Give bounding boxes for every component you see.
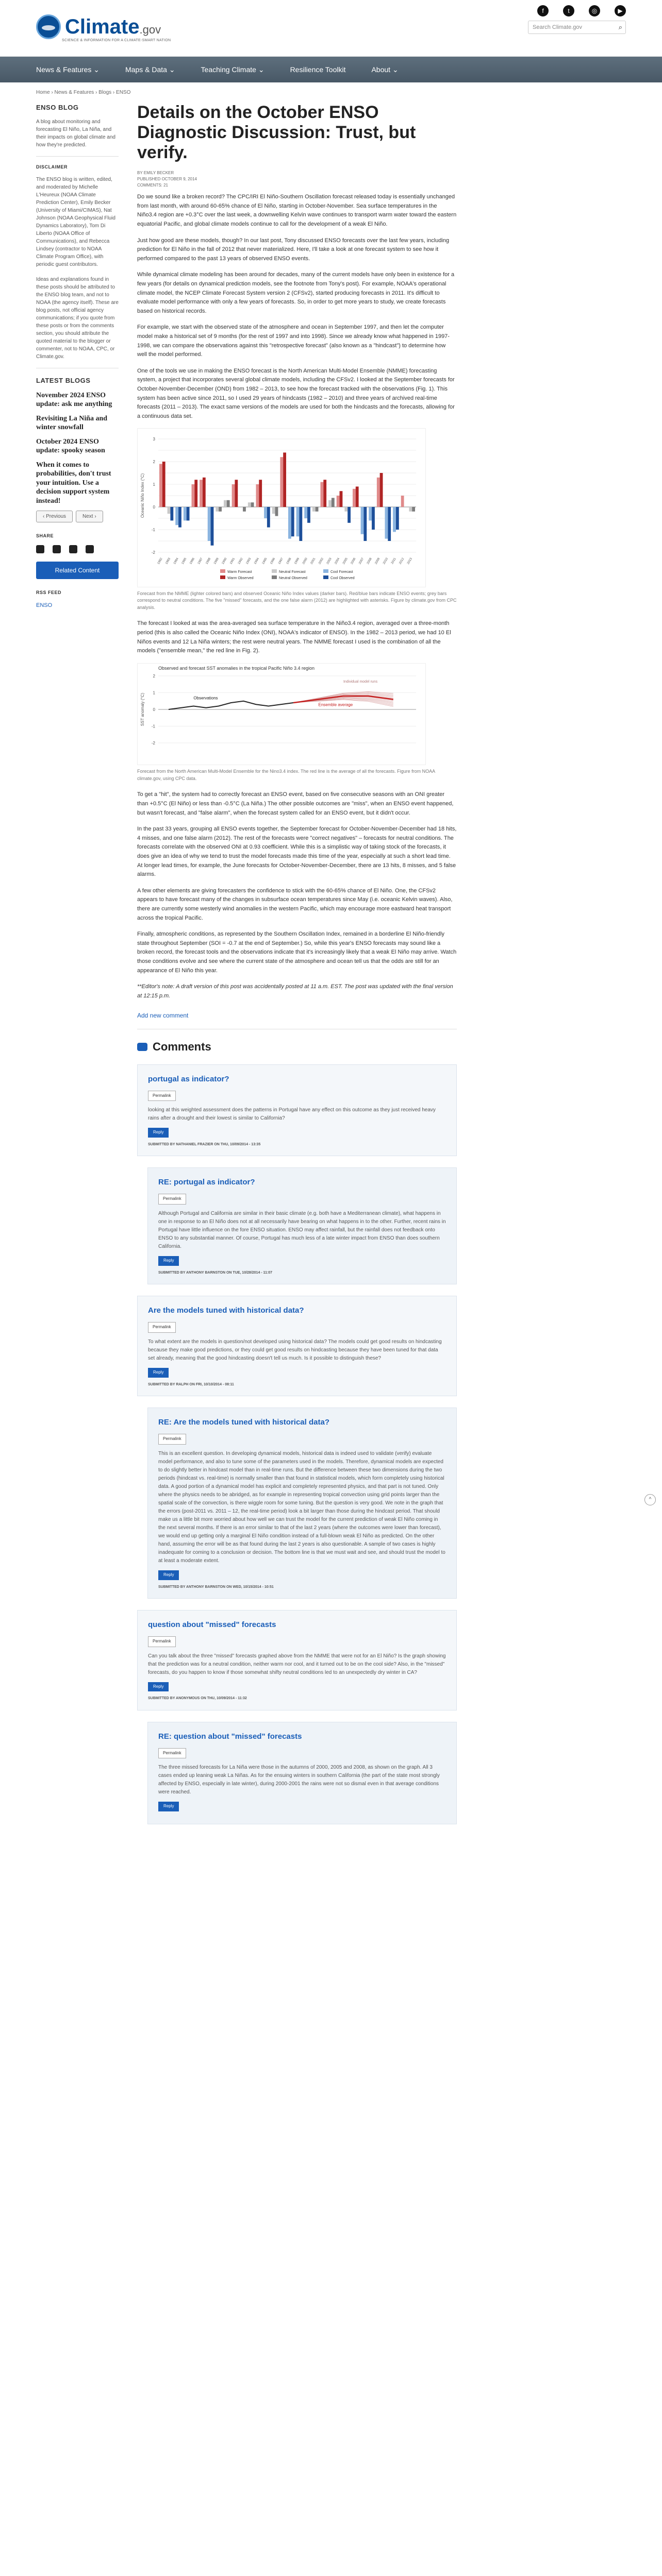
observed-bar [388, 507, 391, 541]
comment-title[interactable]: RE: question about "missed" forecasts [158, 1732, 302, 1741]
x-tick-label: 2006 [350, 557, 357, 565]
observed-bar [340, 492, 343, 507]
share-email-icon[interactable] [69, 545, 77, 553]
legend-label: Neutral Forecast [279, 570, 306, 574]
article [137, 103, 457, 1836]
forecast-bar [192, 484, 195, 507]
forecast-bar [337, 496, 340, 507]
nav-teaching[interactable]: Teaching Climate ⌄ [201, 65, 264, 74]
legend-label: Neutral Observed [279, 577, 307, 581]
article-paragraph: To get a "hit", the system had to correctly forecast an ENSO event, based on five consecutive seasons with an ONI greater than +0.5°C (El Niño) or less than -0.5°C (La Niña.) The other possible outcomes are "miss", when an ENSO event happened, but wasn't forecast, and "false alarm", when the forecast system called for an ENSO event, but it didn't occur. [137, 791, 454, 816]
observed-bar [380, 473, 383, 507]
x-tick-label: 1984 [173, 557, 179, 565]
comment-bubble-icon [137, 1043, 147, 1051]
forecast-bar [401, 496, 404, 507]
observed-bar [203, 478, 206, 507]
forecast-bar [328, 500, 332, 507]
x-tick-label: 2000 [302, 557, 308, 565]
x-tick-label: 2010 [383, 557, 389, 565]
latest-heading: LATEST BLOGS [36, 377, 91, 384]
comment-body: looking at this weighted assessment does the patterns in Portugal have any effect on this outcome as they just received heavy rains after a drought and their lowest is similar to California? [148, 1107, 436, 1122]
x-tick-label: 2011 [391, 557, 397, 565]
comment-byline: SUBMITTED BY NATHANIEL FRAZIER ON THU, 10/09/2014 - 13:35 [148, 1143, 261, 1147]
forecast-bar [312, 507, 316, 512]
y-tick-label: 3 [153, 437, 155, 442]
comment-title[interactable]: question about "missed" forecasts [148, 1620, 276, 1629]
x-tick-label: 1983 [165, 557, 172, 565]
y-tick-label: 1 [153, 690, 155, 696]
article-paragraph: Just how good are these models, though? In our last post, Tony discussed ENSO forecasts over the last few years, including prediction for El Niño in the fall of 2012 that never materialized. Here, I'll take a look at one forecast system to see how it performed compared to the past 13 years of observed ENSO events. [137, 237, 450, 262]
y-tick-label: 1 [153, 482, 155, 487]
article-meta [137, 170, 457, 189]
comment [137, 1296, 457, 1396]
forecast-bar [353, 489, 356, 507]
observed-bar [299, 507, 302, 541]
forecast-bar [409, 507, 412, 512]
scroll-to-top-icon[interactable]: ^ [644, 1494, 656, 1505]
article-paragraph: Do we sound like a broken record? The CPC/IRI El Niño-Southern Oscillation forecast released today is essentially unchanged from last month, with around 60-65% chance of El Niño, starting in October-November. Sea surface temperatures in the Niño3.4 region are +0.3°C over the last week, a downwelling Kelvin wave continues to transport warm water toward the eastern equatorial Pacific, and global climate models continue to call for the development of a weak El Niño. [137, 194, 457, 228]
x-tick-label: 2009 [374, 557, 381, 565]
latest-blog-link[interactable]: October 2024 ENSO update: spooky season [36, 437, 105, 454]
observed-bar [323, 480, 326, 507]
observed-bar [363, 507, 367, 541]
observed-bar [347, 507, 351, 523]
x-tick-label: 1998 [286, 557, 292, 565]
forecast-bar [256, 484, 259, 507]
chart-title: Observed and forecast SST anomalies in the tropical Pacific Niño 3.4 region [158, 665, 315, 671]
facebook-icon[interactable]: f [537, 5, 549, 16]
x-tick-label: 1996 [270, 557, 276, 565]
sidebar-heading: ENSO BLOG [36, 104, 79, 111]
observed-bar [267, 507, 270, 528]
observed-bar [283, 453, 286, 507]
figure-2-caption: Forecast from the North American Multi-Model Ensemble for the Nino3.4 index. The red line is the average of all the forecasts. Figure from NOAA climate.gov, using CPC data. [137, 769, 435, 781]
comment [137, 1064, 457, 1157]
article-paragraph: In the past 33 years, grouping all ENSO events together, the September forecast for October-November-December had 18 hits, 4 misses, and one false alarm (2012). The rest of the forecasts were "correct negatives" – forecasts for neutral conditions. The forecasts correlate with the observed ONI at 0.93 coefficient. While this is a simplistic way of taking stock of the forecasts, it does give an idea of why we tend to trust the model forecasts made this time of the year, especially at such a short lead time. At longer lead times, for example, the June forecasts for October-November-December, there are 13 hits, 8 misses, and 5 false alarms. [137, 826, 457, 878]
comment-reply [147, 1167, 457, 1284]
observed-bar [316, 507, 319, 512]
x-tick-label: 2005 [342, 557, 349, 565]
observed-bar [219, 507, 222, 512]
reply-button[interactable]: Reply [158, 1256, 179, 1266]
site-header [0, 0, 662, 57]
x-tick-label: 1988 [205, 557, 212, 565]
observed-bar [412, 507, 415, 512]
figure-1-bar-chart [137, 428, 426, 587]
comment-title[interactable]: portugal as indicator? [148, 1074, 229, 1083]
observed-bar [162, 462, 166, 507]
search-icon[interactable]: ⌕ [618, 23, 622, 31]
author: BY EMILY BECKER [137, 171, 174, 176]
y-tick-label: 0 [153, 707, 155, 712]
latest-blog-link[interactable]: November 2024 ENSO update: ask me anything [36, 391, 112, 408]
social-links [537, 5, 626, 16]
x-tick-label: 2013 [407, 557, 413, 565]
x-tick-label: 1995 [261, 557, 268, 565]
legend-label: Cool Forecast [330, 570, 353, 574]
comment-body: The three missed forecasts for La Niña were those in the autumns of 2000, 2005 and 2008, as shown on the graph. All 3 cases ended up leaning weak La Niñas. As for the ensuing winters in southern California (the part of the state most strongly affected by ENSO, especially in late winter), during 2000-2001 the rains were not so dismal even in that average conditions were reached. [158, 1765, 440, 1795]
x-tick-label: 2008 [366, 557, 373, 565]
observed-bar [396, 507, 399, 530]
observed-bar [178, 507, 181, 528]
article-paragraph: A few other elements are giving forecasters the confidence to stick with the 60-65% chance of El Niño. One, the CFSv2 appears to have forecast many of the changes in subsurface ocean temperatures since May (i.e. oceanic Kelvin waves). Also, there are currently some westerly wind anomalies in the western Pacific, which may encourage more eastward heat transport across the tropical Pacific. [137, 887, 453, 921]
forecast-bar [344, 507, 347, 512]
logo-text: Climate.gov [65, 15, 161, 38]
logo-tagline: SCIENCE & INFORMATION FOR A CLIMATE-SMART NATION [62, 39, 171, 42]
comment-body: This is an excellent question. In developing dynamical models, historical data is indeed used to validate (verify) evaluate model performance, and also to tune some of the parameters used in the models. Therefore, dynamical models are expected to do slightly better in hindcast model than in real-time runs. But the difference between these two dimensions during the two periods (hindcast vs. real-time) is normally smaller than that found in statistical models, which form completely using historical data. A good portion of a dynamical model has explicit and completely represented physics, and that part is not tuned. Only where the physics needs to be abridged, as for example in representing tropical convection using grid points larger than the spatial scale of the convection, is there wiggle room for some tuning. But the question is very good. We note in the graph that the errors (post-2011 vs. 2011 – 12, the real-time period) look a bit larger than those during the hindcast period. That should make us a little bit more worried about how well we can trust the model for the current prediction of weak El Niño coming in the next several months. If there is an error similar to that of the last 2 years (where the outcomes were lower than forecast), we would end up getting only a marginal El Niño condition instead of a full-blown weak El Niño as predicted. On the other hand, assuming the error will be as that found during the last 2 years is also questionable. A sample of two cases is highly inadequate for coming to a conclusion or decision. The bottom line is that we must wait and see, and should trust the model to at least a moderate extent. [158, 1450, 445, 1564]
x-tick-label: 2007 [358, 557, 365, 565]
forecast-bar [184, 507, 187, 520]
observed-bar [251, 503, 254, 507]
nav-news[interactable]: News & Features ⌄ [36, 65, 100, 74]
legend-swatch [272, 575, 277, 579]
y-tick-label: -1 [151, 724, 155, 729]
nav-resilience[interactable]: Resilience Toolkit [290, 65, 346, 74]
share-heading: SHARE [36, 533, 54, 538]
legend-label: Cool Observed [330, 577, 355, 581]
observations-label: Observations [193, 696, 218, 701]
x-tick-label: 1994 [254, 557, 260, 565]
forecast-bar [296, 507, 300, 536]
oni-forecast-chart [138, 429, 426, 583]
article-paragraph: While dynamical climate modeling has been around for decades, many of the current models have only been in existence for a few years (for details on dynamical prediction models, see the footnote from Tony's post). For example, NOAA's operational climate model, the NCEP Climate Forecast System version 2 (CFSv2), started producing forecasts in 2011. It's difficult to evaluate model performance with only a few years of forecasts. So, in order to get more years to study, we create forecasts based on historical records. [137, 272, 455, 314]
noaa-globe-icon [36, 14, 61, 39]
reply-button[interactable]: Reply [148, 1128, 169, 1138]
observed-bar [332, 498, 335, 507]
observed-bar [307, 507, 310, 523]
observed-bar [235, 480, 238, 507]
x-tick-label: 1986 [189, 557, 196, 565]
twitter-icon[interactable]: t [563, 5, 574, 16]
share-icons [36, 545, 119, 553]
forecast-bar [168, 507, 171, 514]
permalink-button[interactable]: Permalink [158, 1194, 186, 1205]
forecast-bar [321, 482, 324, 507]
comment-title[interactable]: RE: portugal as indicator? [158, 1178, 255, 1187]
comment-title[interactable]: RE: Are the models tuned with historical data? [158, 1418, 329, 1427]
permalink-button[interactable]: Permalink [148, 1636, 176, 1647]
add-comment-link[interactable]: Add new comment [137, 1011, 457, 1029]
x-tick-label: 1982 [157, 557, 163, 565]
observed-bar [194, 480, 197, 507]
y-tick-label: -1 [151, 528, 155, 533]
comment-byline: SUBMITTED BY ANONYMOUS ON THU, 10/09/2014 - 11:32 [148, 1697, 247, 1701]
instagram-icon[interactable]: ◎ [589, 5, 600, 16]
forecast-bar [232, 484, 235, 507]
figure-2-line-chart [137, 663, 426, 766]
forecast-bar [377, 478, 380, 507]
comment-reply [147, 1722, 457, 1825]
comment-title[interactable]: Are the models tuned with historical data? [148, 1306, 304, 1315]
x-tick-label: 1997 [278, 557, 284, 565]
x-tick-label: 1991 [229, 557, 236, 565]
permalink-button[interactable]: Permalink [158, 1434, 186, 1445]
comment [137, 1610, 457, 1710]
legend-swatch [323, 575, 328, 579]
observed-bar [372, 507, 375, 530]
forecast-bar [288, 507, 291, 539]
latest-blog-link[interactable]: Revisiting La Niña and winter snowfall [36, 414, 108, 431]
forecast-bar [216, 507, 219, 512]
article-paragraph: Finally, atmospheric conditions, as represented by the Southern Oscillation Index, remained in a borderline El Niño-friendly state throughout September (SOI = -0.7 at the end of September.) So, while this year's ENSO forecasts may sound like a broken record, the forecast tools and the observations indicate that it's increasingly likely that a weak El Niño may arrive. Watch those conditions evolve and see where the current state of the atmosphere and ocean tell us that the odds are still for an appearance of El Niño this year. [137, 931, 457, 974]
youtube-icon[interactable]: ▶ [615, 5, 626, 16]
article-paragraph: For example, we start with the observed state of the atmosphere and ocean in September 1997, and then let the computer model make a historical set of 9 months (for the rest of 1997 and into 1998). Since we already know what happened in 1997-1998, we can compare the observations against this "retrospective forecast" (also known as a "hindcast") to determine how well the model performed. [137, 324, 450, 358]
search-input[interactable]: Search Climate.gov ⌕ [528, 21, 626, 34]
legend-label: Warm Forecast [227, 570, 252, 574]
forecast-bar [280, 457, 283, 507]
x-tick-label: 1990 [221, 557, 228, 565]
observed-bar [259, 480, 262, 507]
article-paragraph: The forecast I looked at was the area-averaged sea surface temperature in the Niño3.4 region, averaged over a three-month period (this is also called the Oceanic Niño Index (ONI), NOAA's indicator of ENSO). In the 1982 – 2013 period, we had 10 El Niños events and 12 La Niña winters; the rest were neutral years. The NMME forecast I used is the combination of all the models ("ensemble mean," the red line in Fig. 2). [137, 620, 451, 654]
print-icon[interactable] [86, 545, 94, 553]
observed-bar [187, 507, 190, 520]
x-tick-label: 1993 [245, 557, 252, 565]
forecast-bar [264, 507, 267, 518]
comments-list [137, 1064, 457, 1825]
comment-body: Can you talk about the three "missed" forecasts graphed above from the NMME that were not for an El Niño? Is the graph showing that the prediction was for a neutral condition, neither warm nor cool, and it turned out to be on the cool side? Also, in the "missed" forecasts, do you happen to know if those somewhat shifty neutral conditions led to an unexpectedly dry winter in CA? [148, 1653, 446, 1675]
forecast-bar [159, 464, 162, 507]
forecast-bar [248, 503, 251, 507]
latest-blog-link[interactable]: When it comes to probabilities, don't trust your intuition. Use a decision support system instead! [36, 461, 111, 505]
observed-bar [211, 507, 214, 546]
x-tick-label: 1992 [237, 557, 244, 565]
reply-button[interactable]: Reply [148, 1682, 169, 1692]
comment-byline: SUBMITTED BY ANTHONY BARNSTON ON WED, 10/15/2014 - 10:51 [158, 1585, 274, 1589]
comment-body: To what extent are the models in question/not developed using historical data? The models could get good results on hindcasting because they make good predictions, or they could get good results on hindcasting because they have been tuned for that data set already, meaning that the good hindcasting doesn't tell us much. Is it possible to distinguish these? [148, 1339, 442, 1362]
sidebar-intro: A blog about monitoring and forecasting El Niño, La Niña, and their impacts on global climate and how they're predicted. [36, 118, 115, 148]
observed-bar [275, 507, 278, 516]
share-facebook-icon[interactable] [36, 545, 44, 553]
nav-maps[interactable]: Maps & Data ⌄ [125, 65, 175, 74]
observed-bar [227, 500, 230, 507]
share-twitter-icon[interactable] [53, 545, 61, 553]
observed-bar [170, 507, 173, 520]
y-axis-label: SST anomaly (°C) [140, 692, 145, 726]
x-tick-label: 1989 [213, 557, 220, 565]
x-tick-label: 2012 [399, 557, 405, 565]
y-tick-label: -2 [151, 740, 155, 745]
comments-heading: Comments [137, 1038, 457, 1056]
observed-bar [356, 487, 359, 507]
disclaimer-text: The ENSO blog is written, edited, and moderated by Michelle L'Heureux (NOAA Climate Prediction Center), Emily Becker (University of Miami/CIMAS), Nat Johnson (NOAA Geophysical Fluid Dynamics Laboratory), Tom Di Liberto (NOAA Office of Communications), and Rebecca Lindsey (contractor to NOAA Climate Program Office), with periodic guest contributors. [36, 177, 115, 267]
permalink-button[interactable]: Permalink [158, 1748, 186, 1759]
published-date: PUBLISHED OCTOBER 9, 2014 [137, 177, 197, 182]
forecast-bar [200, 480, 203, 507]
y-tick-label: 2 [153, 673, 155, 679]
forecast-bar [272, 507, 275, 514]
reply-button[interactable]: Reply [158, 1570, 179, 1580]
comment-byline: SUBMITTED BY RALPH ON FRI, 10/10/2014 - 08:11 [148, 1382, 234, 1386]
forecast-bar [393, 507, 396, 532]
reply-button[interactable]: Reply [148, 1368, 169, 1378]
forecast-bar [369, 507, 372, 520]
article-paragraph: One of the tools we use in making the ENSO forecast is the North American Multi-Model Ensemble (NMME) forecasting system, a project that incorporates several global climate models, including the CFSv2. I looked at the September forecasts for October-November-December (OND) from 1982 – 2013, to see how the forecast tracked with the observations (Fig. 1). This system has been active since 2011, so I used 29 years of hindcasts (1982 – 2010) and three years of archived real-time forecasts (2011 – 2013). The exact same versions of the models are used for both the hindcasts and the forecasts, allowing for a continuous data set. [137, 367, 455, 419]
comments-count[interactable]: COMMENTS: 21 [137, 183, 169, 188]
rss-link[interactable]: ENSO [36, 602, 53, 608]
article-title: Details on the October ENSO Diagnostic Discussion: Trust, but verify. [137, 103, 416, 163]
comment-byline: SUBMITTED BY ANTHONY BARNSTON ON TUE, 10/28/2014 - 11:07 [158, 1271, 273, 1275]
observed-bar [243, 507, 246, 512]
legend-swatch [220, 569, 225, 573]
observed-bar [291, 507, 294, 536]
y-tick-label: 0 [153, 505, 155, 510]
next-button[interactable]: Next › [76, 511, 103, 522]
x-tick-label: 2001 [310, 557, 317, 565]
previous-button[interactable]: ‹ Previous [36, 511, 73, 522]
legend-swatch [272, 569, 277, 573]
comment-reply [147, 1408, 457, 1599]
figure-1-caption: Forecast from the NMME (lighter colored bars) and observed Oceanic Niño Index values (darker bars). Red/blue bars indicate ENSO events; grey bars correspond to neutral conditions. The five "missed" forecasts, and the one false alarm (2012) are highlighted with asterisks. Figure by climate.gov from CPC analysis. [137, 590, 457, 610]
disclaimer-heading: DISCLAIMER [36, 164, 68, 170]
x-tick-label: 2003 [326, 557, 333, 565]
comment-body: Although Portugal and California are similar in their basic climate (e.g. both have a Mediterranean climate), what happens in one in response to an El Niño does not at all necessarily have bearing on what happens in to the other. Further, recent rains in Portugal have little influence on the fore ENSO situation. ENSO may affect rainfall, but the rainfall does not feedback onto ENSO to any substantial manner. Of course, Portugal has much less of a late winter impact from ENSO than does southern California. [158, 1211, 446, 1250]
rss-heading: RSS FEED [36, 589, 62, 595]
editor-note: **Editor's note: A draft version of this post was accidentally posted at 11 a.m. EST. The post was updated with the final version at 12:15 p.m. [137, 984, 453, 999]
related-content-button[interactable]: Related Content [36, 562, 119, 579]
forecast-bar [208, 507, 211, 541]
forecast-bar [361, 507, 364, 534]
ensemble-label: Ensemble average [318, 702, 353, 707]
nav-about[interactable]: About ⌄ [371, 65, 399, 74]
x-tick-label: 1987 [197, 557, 204, 565]
permalink-button[interactable]: Permalink [148, 1322, 176, 1333]
forecast-bar [224, 500, 227, 507]
forecast-bar [175, 507, 178, 525]
x-tick-label: 1985 [181, 557, 188, 565]
forecast-bar [385, 507, 388, 539]
nmme-plume-chart [138, 664, 426, 761]
members-label: Individual model runs [343, 680, 378, 684]
disclaimer-text-2: Ideas and explanations found in these posts should be attributed to the ENSO blog team, and not to NOAA (the agency itself). These are blog posts, not official agency communications; if you quote from these posts or from the comments section, you should attribute the quoted material to the blogger or commenter, not to NOAA, CPC, or Climate.gov. [36, 277, 119, 360]
x-tick-label: 1999 [294, 557, 301, 565]
y-tick-label: -2 [151, 550, 155, 555]
forecast-bar [304, 507, 307, 518]
reply-button[interactable]: Reply [158, 1802, 179, 1811]
main-nav [0, 57, 662, 82]
y-axis-label: Oceanic Niño Index (°C) [140, 473, 145, 518]
legend-swatch [220, 575, 225, 579]
y-tick-label: 2 [153, 460, 155, 465]
sidebar [36, 103, 119, 1836]
x-tick-label: 2004 [334, 557, 341, 565]
site-logo[interactable] [36, 14, 161, 39]
blog-pager [36, 511, 119, 522]
permalink-button[interactable]: Permalink [148, 1091, 176, 1101]
breadcrumb[interactable]: Home › News & Features › Blogs › ENSO [36, 90, 131, 95]
legend-swatch [323, 569, 328, 573]
observed-series-line [169, 701, 293, 709]
legend-label: Warm Observed [227, 577, 254, 581]
x-tick-label: 2002 [318, 557, 325, 565]
